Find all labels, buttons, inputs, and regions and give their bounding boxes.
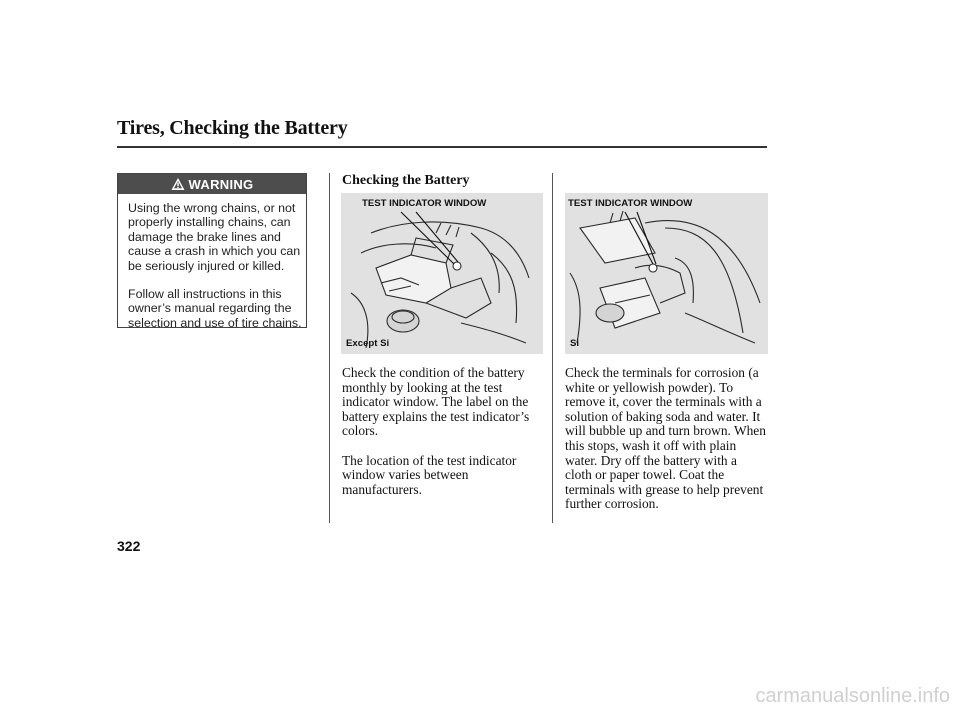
warning-paragraph-2: Follow all instructions in this owner’s manual regarding the selection and use of tire chains.	[128, 287, 302, 330]
battery-terminals-text	[565, 366, 775, 527]
battery-figure-si	[565, 193, 768, 354]
warning-label: WARNING	[188, 176, 254, 192]
watermark: carmanualsonline.info	[755, 685, 950, 707]
engine-illustration-except-si	[341, 193, 543, 354]
warning-triangle-icon	[171, 177, 185, 191]
engine-illustration-si	[565, 193, 768, 354]
section-title: Checking the Battery	[342, 173, 470, 188]
figure-caption-right: Si	[570, 338, 580, 349]
warning-box	[117, 173, 307, 328]
body-paragraph: The location of the test indicator window varies between manufacturers.	[342, 452, 517, 497]
column-divider-right	[552, 173, 553, 523]
battery-figure-except-si	[341, 193, 543, 354]
body-paragraph: Check the terminals for corrosion (a white or yellowish powder). To remove it, cover the terminals with a solution of baking soda and water. It will bubble up and turn brown. When this stops, wash it off with plain water. Dry off the battery with a cloth or paper towel. Coat the terminals with grease to help prevent further corrosion.	[565, 365, 766, 512]
page-number: 322	[117, 538, 141, 554]
warning-text	[128, 201, 308, 344]
page-title: Tires, Checking the Battery	[117, 117, 348, 139]
figure-caption-left: Except Si	[346, 338, 390, 349]
figure-callout-left: TEST INDICATOR WINDOW	[362, 198, 487, 209]
warning-paragraph-1: Using the wrong chains, or not properly installing chains, can damage the brake lines and cause a crash in which you can be seriously injured or killed.	[128, 201, 301, 273]
figure-callout-right: TEST INDICATOR WINDOW	[568, 198, 693, 209]
header-rule	[117, 146, 767, 148]
battery-condition-text	[342, 366, 547, 512]
column-divider-left	[329, 173, 330, 523]
warning-bar	[118, 174, 306, 194]
body-paragraph: Check the condition of the battery monthly by looking at the test indicator window. The label on the battery explains the test indicator’s colors.	[342, 365, 530, 439]
